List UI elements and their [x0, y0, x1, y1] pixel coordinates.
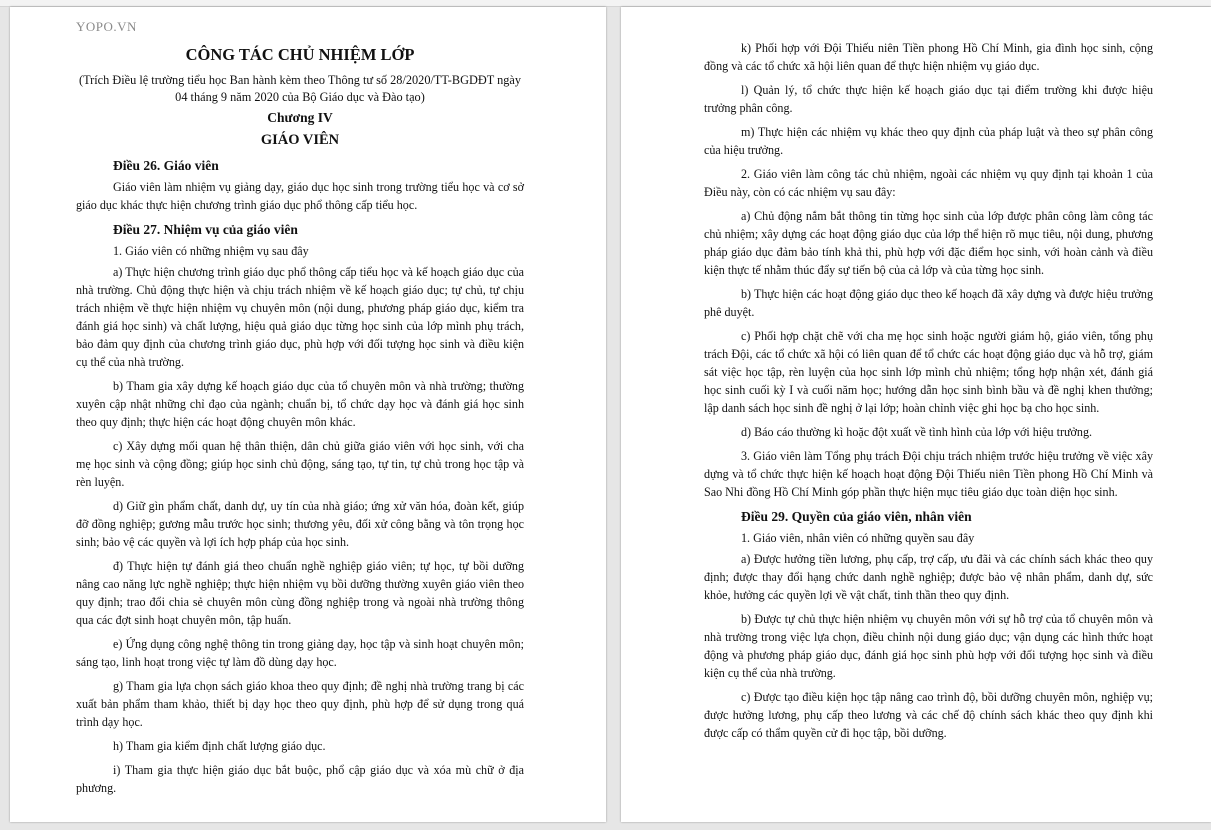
article-29-heading: Điều 29. Quyền của giáo viên, nhân viên	[741, 509, 972, 524]
document-subtitle: (Trích Điều lệ trường tiểu học Ban hành kèm theo Thông tư số 28/2020/TT-BGDĐT ngày 04 tháng 9 năm 2020 của Bộ Giáo dục và Đào tạo)	[79, 73, 521, 104]
paragraph: c) Phối hợp chặt chẽ với cha mẹ học sinh hoặc người giám hộ, giáo viên, tổng phụ trách Đội, các tổ chức xã hội có liên quan để tổ chức các hoạt động giáo dục và hỗ trợ, giám sát việc học tập, rèn luyện của học sinh lớp mình chủ nhiệm; tổng hợp nhận xét, đánh giá học sinh cuối kỳ I và cuối năm học; hướng dẫn học sinh bình bầu và đề nghị khen thưởng; lập danh sách học sinh đề nghị ở lại lớp; hoàn chỉnh việc ghi học bạ cho học sinh.	[704, 329, 1153, 415]
paragraph: c) Được tạo điều kiện học tập nâng cao trình độ, bồi dưỡng chuyên môn, nghiệp vụ; được hưởng lương, phụ cấp theo lương và các chế độ chính sách khác theo quy định khi được cấp có thẩm quyền cử đi học tập, bồi dưỡng.	[704, 690, 1153, 740]
paragraph: 1. Giáo viên có những nhiệm vụ sau đây	[113, 244, 309, 258]
paragraph: m) Thực hiện các nhiệm vụ khác theo quy định của pháp luật và theo sự phân công của hiệu trưởng.	[704, 125, 1153, 157]
paragraph: 1. Giáo viên, nhân viên có những quyền sau đây	[741, 531, 975, 545]
paragraph: l) Quản lý, tổ chức thực hiện kế hoạch giáo dục tại điểm trường khi được hiệu trưởng phân công.	[704, 83, 1153, 115]
paragraph: 2. Giáo viên làm công tác chủ nhiệm, ngoài các nhiệm vụ quy định tại khoản 1 của Điều này, còn có các nhiệm vụ sau đây:	[704, 167, 1153, 199]
paragraph: b) Thực hiện các hoạt động giáo dục theo kế hoạch đã xây dựng và được hiệu trưởng phê duyệt.	[704, 287, 1153, 319]
article-27-heading: Điều 27. Nhiệm vụ của giáo viên	[113, 222, 298, 237]
document-title: CÔNG TÁC CHỦ NHIỆM LỚP	[185, 45, 415, 64]
paragraph: 3. Giáo viên làm Tổng phụ trách Đội chịu trách nhiệm trước hiệu trưởng về việc xây dựng và tổ chức thực hiện kế hoạch hoạt động Đội Thiếu niên Tiền phong Hồ Chí Minh và Sao Nhi đồng Hồ Chí Minh góp phần thực hiện mục tiêu giáo dục toàn diện học sinh.	[704, 449, 1153, 499]
paragraph: a) Chủ động nắm bắt thông tin từng học sinh của lớp được phân công làm công tác chủ nhiệm; xây dựng các hoạt động giáo dục của lớp thể hiện rõ mục tiêu, nội dung, phương pháp giáo dục đảm bảo tính khả thi, phù hợp với đặc điểm học sinh, với hoàn cảnh và điều kiện thực tế nhằm thúc đẩy sự tiến bộ của cả lớp và của từng học sinh.	[704, 209, 1153, 277]
paragraph: d) Báo cáo thường kì hoặc đột xuất về tình hình của lớp với hiệu trưởng.	[741, 425, 1093, 439]
paragraph: a) Thực hiện chương trình giáo dục phổ thông cấp tiểu học và kế hoạch giáo dục của nhà trường. Chủ động thực hiện và chịu trách nhiệm về kế hoạch giáo dục; tự chủ, tự chịu trách nhiệm về thực hiện nhiệm vụ chuyên môn (nội dung, phương pháp giáo dục, kiểm tra đánh giá học sinh) và chất lượng, hiệu quả giáo dục từng học sinh của lớp mình phụ trách, bảo đảm quy định của chương trình giáo dục, phù hợp với đối tượng học sinh và điều kiện cụ thể của nhà trường.	[76, 265, 524, 369]
paragraph: i) Tham gia thực hiện giáo dục bắt buộc, phổ cập giáo dục và xóa mù chữ ở địa phương.	[76, 763, 524, 795]
article-26-text: Giáo viên làm nhiệm vụ giảng dạy, giáo dục học sinh trong trường tiểu học và cơ sở giáo dục khác thực hiện chương trình giáo dục phổ thông cấp tiểu học.	[76, 180, 524, 212]
paragraph: h) Tham gia kiểm định chất lượng giáo dục.	[113, 739, 326, 753]
chapter-title: GIÁO VIÊN	[260, 132, 340, 148]
document-page-left	[10, 7, 606, 822]
article-26-heading: Điều 26. Giáo viên	[113, 158, 219, 173]
paragraph: c) Xây dựng mối quan hệ thân thiện, dân chủ giữa giáo viên với học sinh, với cha mẹ học sinh và cộng đồng; giúp học sinh chủ động, sáng tạo, tự tin, tự chủ trong học tập và rèn luyện.	[76, 439, 524, 489]
paragraph: d) Giữ gìn phẩm chất, danh dự, uy tín của nhà giáo; ứng xử văn hóa, đoàn kết, giúp đỡ đồng nghiệp; gương mẫu trước học sinh; thương yêu, đối xử công bằng và tôn trọng học sinh; bảo vệ các quyền và lợi ích hợp pháp của học sinh.	[76, 499, 524, 549]
paragraph: đ) Thực hiện tự đánh giá theo chuẩn nghề nghiệp giáo viên; tự học, tự bồi dưỡng nâng cao năng lực nghề nghiệp; thực hiện nhiệm vụ bồi dưỡng thường xuyên giáo viên theo quy định; trao đổi chia sẻ chuyên môn cùng đồng nghiệp trong và ngoài nhà trường thông qua các đợt sinh hoạt chuyên môn, tập huấn.	[76, 559, 524, 627]
paragraph: k) Phối hợp với Đội Thiếu niên Tiền phong Hồ Chí Minh, gia đình học sinh, cộng đồng và các tổ chức xã hội liên quan để thực hiện nhiệm vụ giáo dục.	[704, 41, 1153, 73]
paragraph: b) Tham gia xây dựng kế hoạch giáo dục của tổ chuyên môn và nhà trường; thường xuyên cập nhật những chỉ đạo của ngành; chuẩn bị, tổ chức dạy học và đánh giá học sinh theo quy định; thực hiện các hoạt động chuyên môn khác.	[76, 379, 524, 429]
chapter-heading: Chương IV	[267, 110, 333, 125]
paragraph: b) Được tự chủ thực hiện nhiệm vụ chuyên môn với sự hỗ trợ của tổ chuyên môn và nhà trường trong việc lựa chọn, điều chỉnh nội dung giáo dục; vận dụng các hình thức hoạt động và phương pháp giáo dục, đánh giá học sinh phù hợp với đối tượng học sinh và điều kiện cụ thể của nhà trường.	[704, 612, 1153, 680]
document-page-right	[621, 7, 1211, 822]
watermark: YOPO.VN	[76, 19, 137, 34]
paragraph: e) Ứng dụng công nghệ thông tin trong giảng dạy, học tập và sinh hoạt chuyên môn; sáng tạo, linh hoạt trong việc tự làm đồ dùng dạy học.	[76, 637, 524, 669]
viewer-top-bar	[0, 0, 1211, 7]
paragraph: g) Tham gia lựa chọn sách giáo khoa theo quy định; đề nghị nhà trường trang bị các xuất bản phẩm tham khảo, thiết bị dạy học theo quy định, phù hợp để sử dụng trong quá trình dạy học.	[76, 679, 524, 729]
paragraph: a) Được hưởng tiền lương, phụ cấp, trợ cấp, ưu đãi và các chính sách khác theo quy định; được thay đổi hạng chức danh nghề nghiệp; được bảo vệ nhân phẩm, danh dự, sức khỏe, hưởng các quyền lợi về vật chất, tinh thần theo quy định.	[704, 552, 1153, 602]
